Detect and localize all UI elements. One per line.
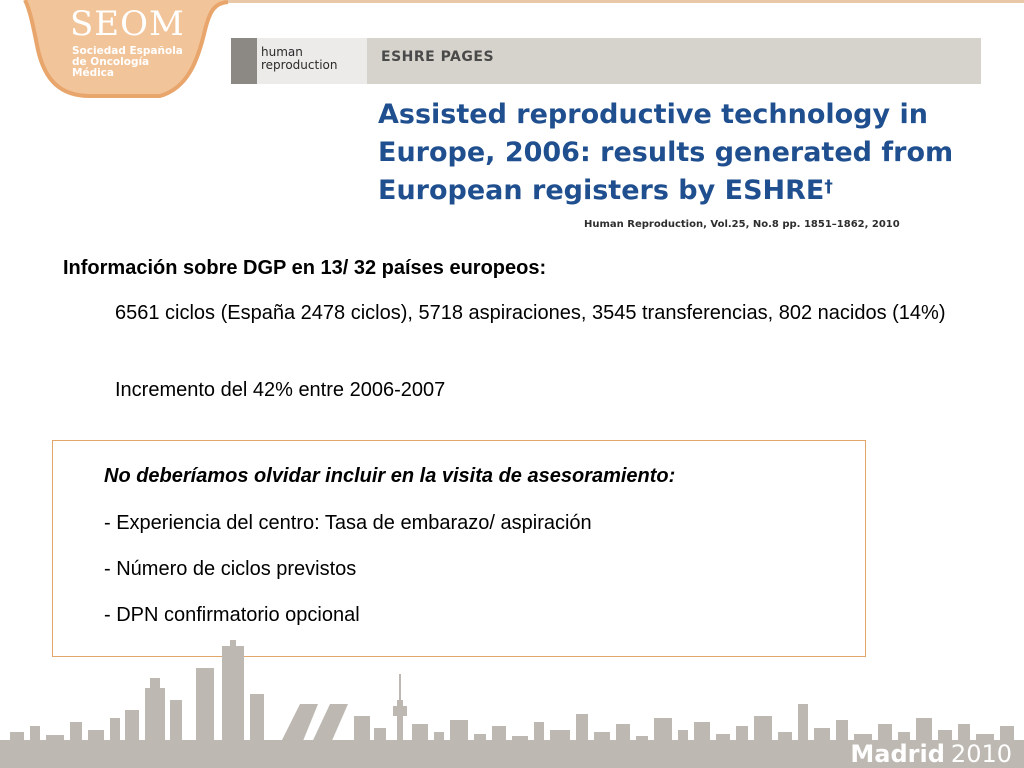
content-bullet-2: Incremento del 42% entre 2006-2007: [115, 379, 446, 401]
journal-header-bar: [231, 38, 981, 84]
journal-name: human reproduction: [261, 45, 338, 72]
seom-logo-subtitle: Sociedad Española de Oncología Médica: [72, 45, 183, 79]
seom-banner-top: [228, 0, 1024, 3]
seom-logo-title: SEOM: [70, 4, 185, 44]
note-item-1: - Experiencia del centro: Tasa de embarazo/ aspiración: [104, 512, 592, 534]
madrid-city: Madrid: [850, 740, 945, 768]
journal-name-box: [257, 38, 367, 84]
madrid-label: [850, 740, 1012, 768]
note-item-3: - DPN confirmatorio opcional: [104, 604, 360, 626]
article-citation: Human Reproduction, Vol.25, No.8 pp. 1851–1862, 2010: [584, 219, 900, 230]
note-box: [52, 440, 866, 657]
content-heading: Información sobre DGP en 13/ 32 países europeos:: [63, 257, 547, 279]
note-item-2: - Número de ciclos previstos: [104, 558, 357, 580]
journal-stripe: [231, 38, 257, 84]
journal-section: ESHRE PAGES: [381, 49, 495, 65]
article-title-text: Assisted reproductive technology in Europe, 2006: results generated from European registers by ESHRE: [378, 99, 954, 206]
article-title: [378, 96, 978, 210]
madrid-year: 2010: [950, 740, 1012, 768]
article-title-mark: †: [824, 177, 833, 197]
content-bullet-1: 6561 ciclos (España 2478 ciclos), 5718 aspiraciones, 3545 transferencias, 802 nacidos (14%): [115, 302, 946, 324]
note-title: No deberíamos olvidar incluir en la visita de asesoramiento:: [104, 465, 676, 487]
